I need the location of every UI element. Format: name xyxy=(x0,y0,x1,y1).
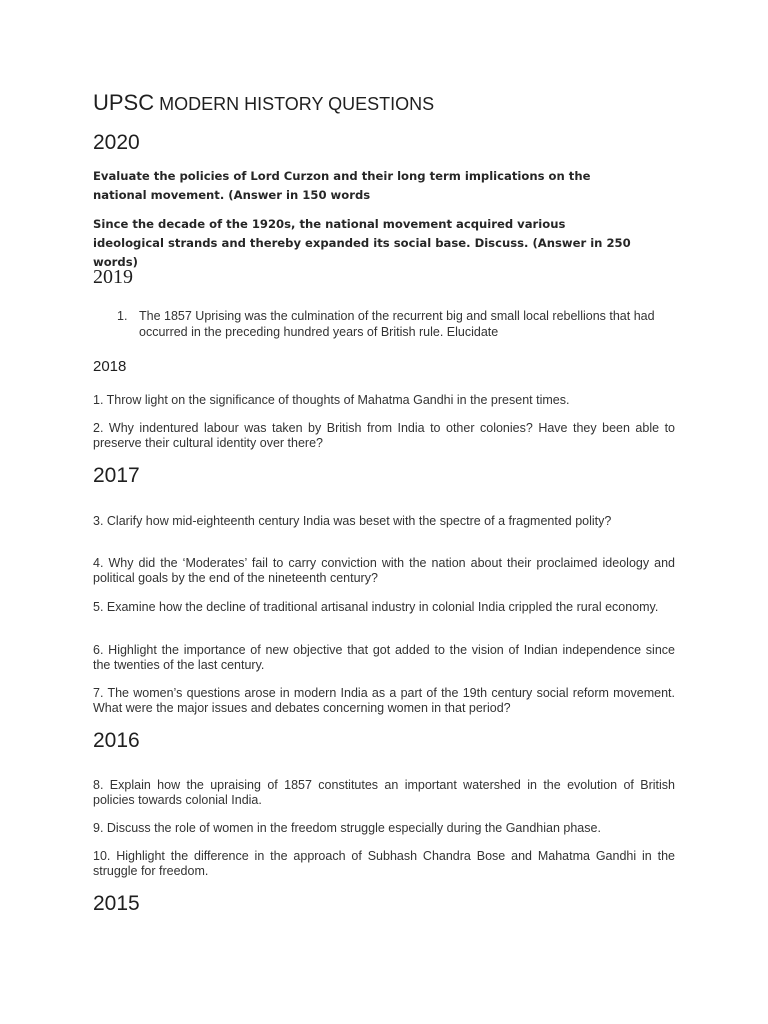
list-item-text: The 1857 Uprising was the culmination of the recurrent big and small local rebellions that had occurred in the preceding hundred years of British rule. Elucidate xyxy=(139,309,655,339)
question-2018-1: 1. Throw light on the significance of thoughts of Mahatma Gandhi in the present times. xyxy=(93,393,570,407)
question-2016-8: 8. Explain how the upraising of 1857 constitutes an important watershed in the evolution of British policies towards colonial India. xyxy=(93,778,675,807)
question-2017-4: 4. Why did the ‘Moderates’ fail to carry conviction with the nation about their proclaimed ideology and political goals by the end of the nineteenth century? xyxy=(93,556,675,585)
heading-2017: 2017 xyxy=(93,464,140,487)
heading-2015: 2015 xyxy=(93,892,140,915)
question-2017-6: 6. Highlight the importance of new objective that got added to the vision of Indian independence since the twenties of the last century. xyxy=(93,643,675,672)
title-prefix: UPSC xyxy=(93,90,155,115)
question-2017-3: 3. Clarify how mid-eighteenth century India was beset with the spectre of a fragmented polity? xyxy=(93,514,612,528)
question-2020-2: Since the decade of the 1920s, the national movement acquired various ideological strands and thereby expanded its social base. Discuss. (Answer in 250 words) xyxy=(93,217,631,269)
list-item-number: 1. xyxy=(117,309,128,323)
question-2017-5: 5. Examine how the decline of traditional artisanal industry in colonial India crippled the rural economy. xyxy=(93,600,659,614)
heading-2019: 2019 xyxy=(93,266,133,288)
question-2016-10: 10. Highlight the difference in the approach of Subhash Chandra Bose and Mahatma Gandhi in the struggle for freedom. xyxy=(93,849,675,878)
question-2016-9: 9. Discuss the role of women in the freedom struggle especially during the Gandhian phase. xyxy=(93,821,601,835)
heading-2018: 2018 xyxy=(93,358,127,375)
question-2018-2: 2. Why indentured labour was taken by British from India to other colonies? Have they been able to preserve their cultural identity over there? xyxy=(93,421,675,450)
title-rest: MODERN HISTORY QUESTIONS xyxy=(154,94,435,114)
question-2020-1: Evaluate the policies of Lord Curzon and their long term implications on the national movement. (Answer in 150 words xyxy=(93,169,591,202)
page-title xyxy=(93,90,434,116)
question-2017-7: 7. The women’s questions arose in modern India as a part of the 19th century social reform movement. What were the major issues and debates concerning women in that period? xyxy=(93,686,675,715)
heading-2020: 2020 xyxy=(93,131,140,154)
heading-2016: 2016 xyxy=(93,729,140,752)
